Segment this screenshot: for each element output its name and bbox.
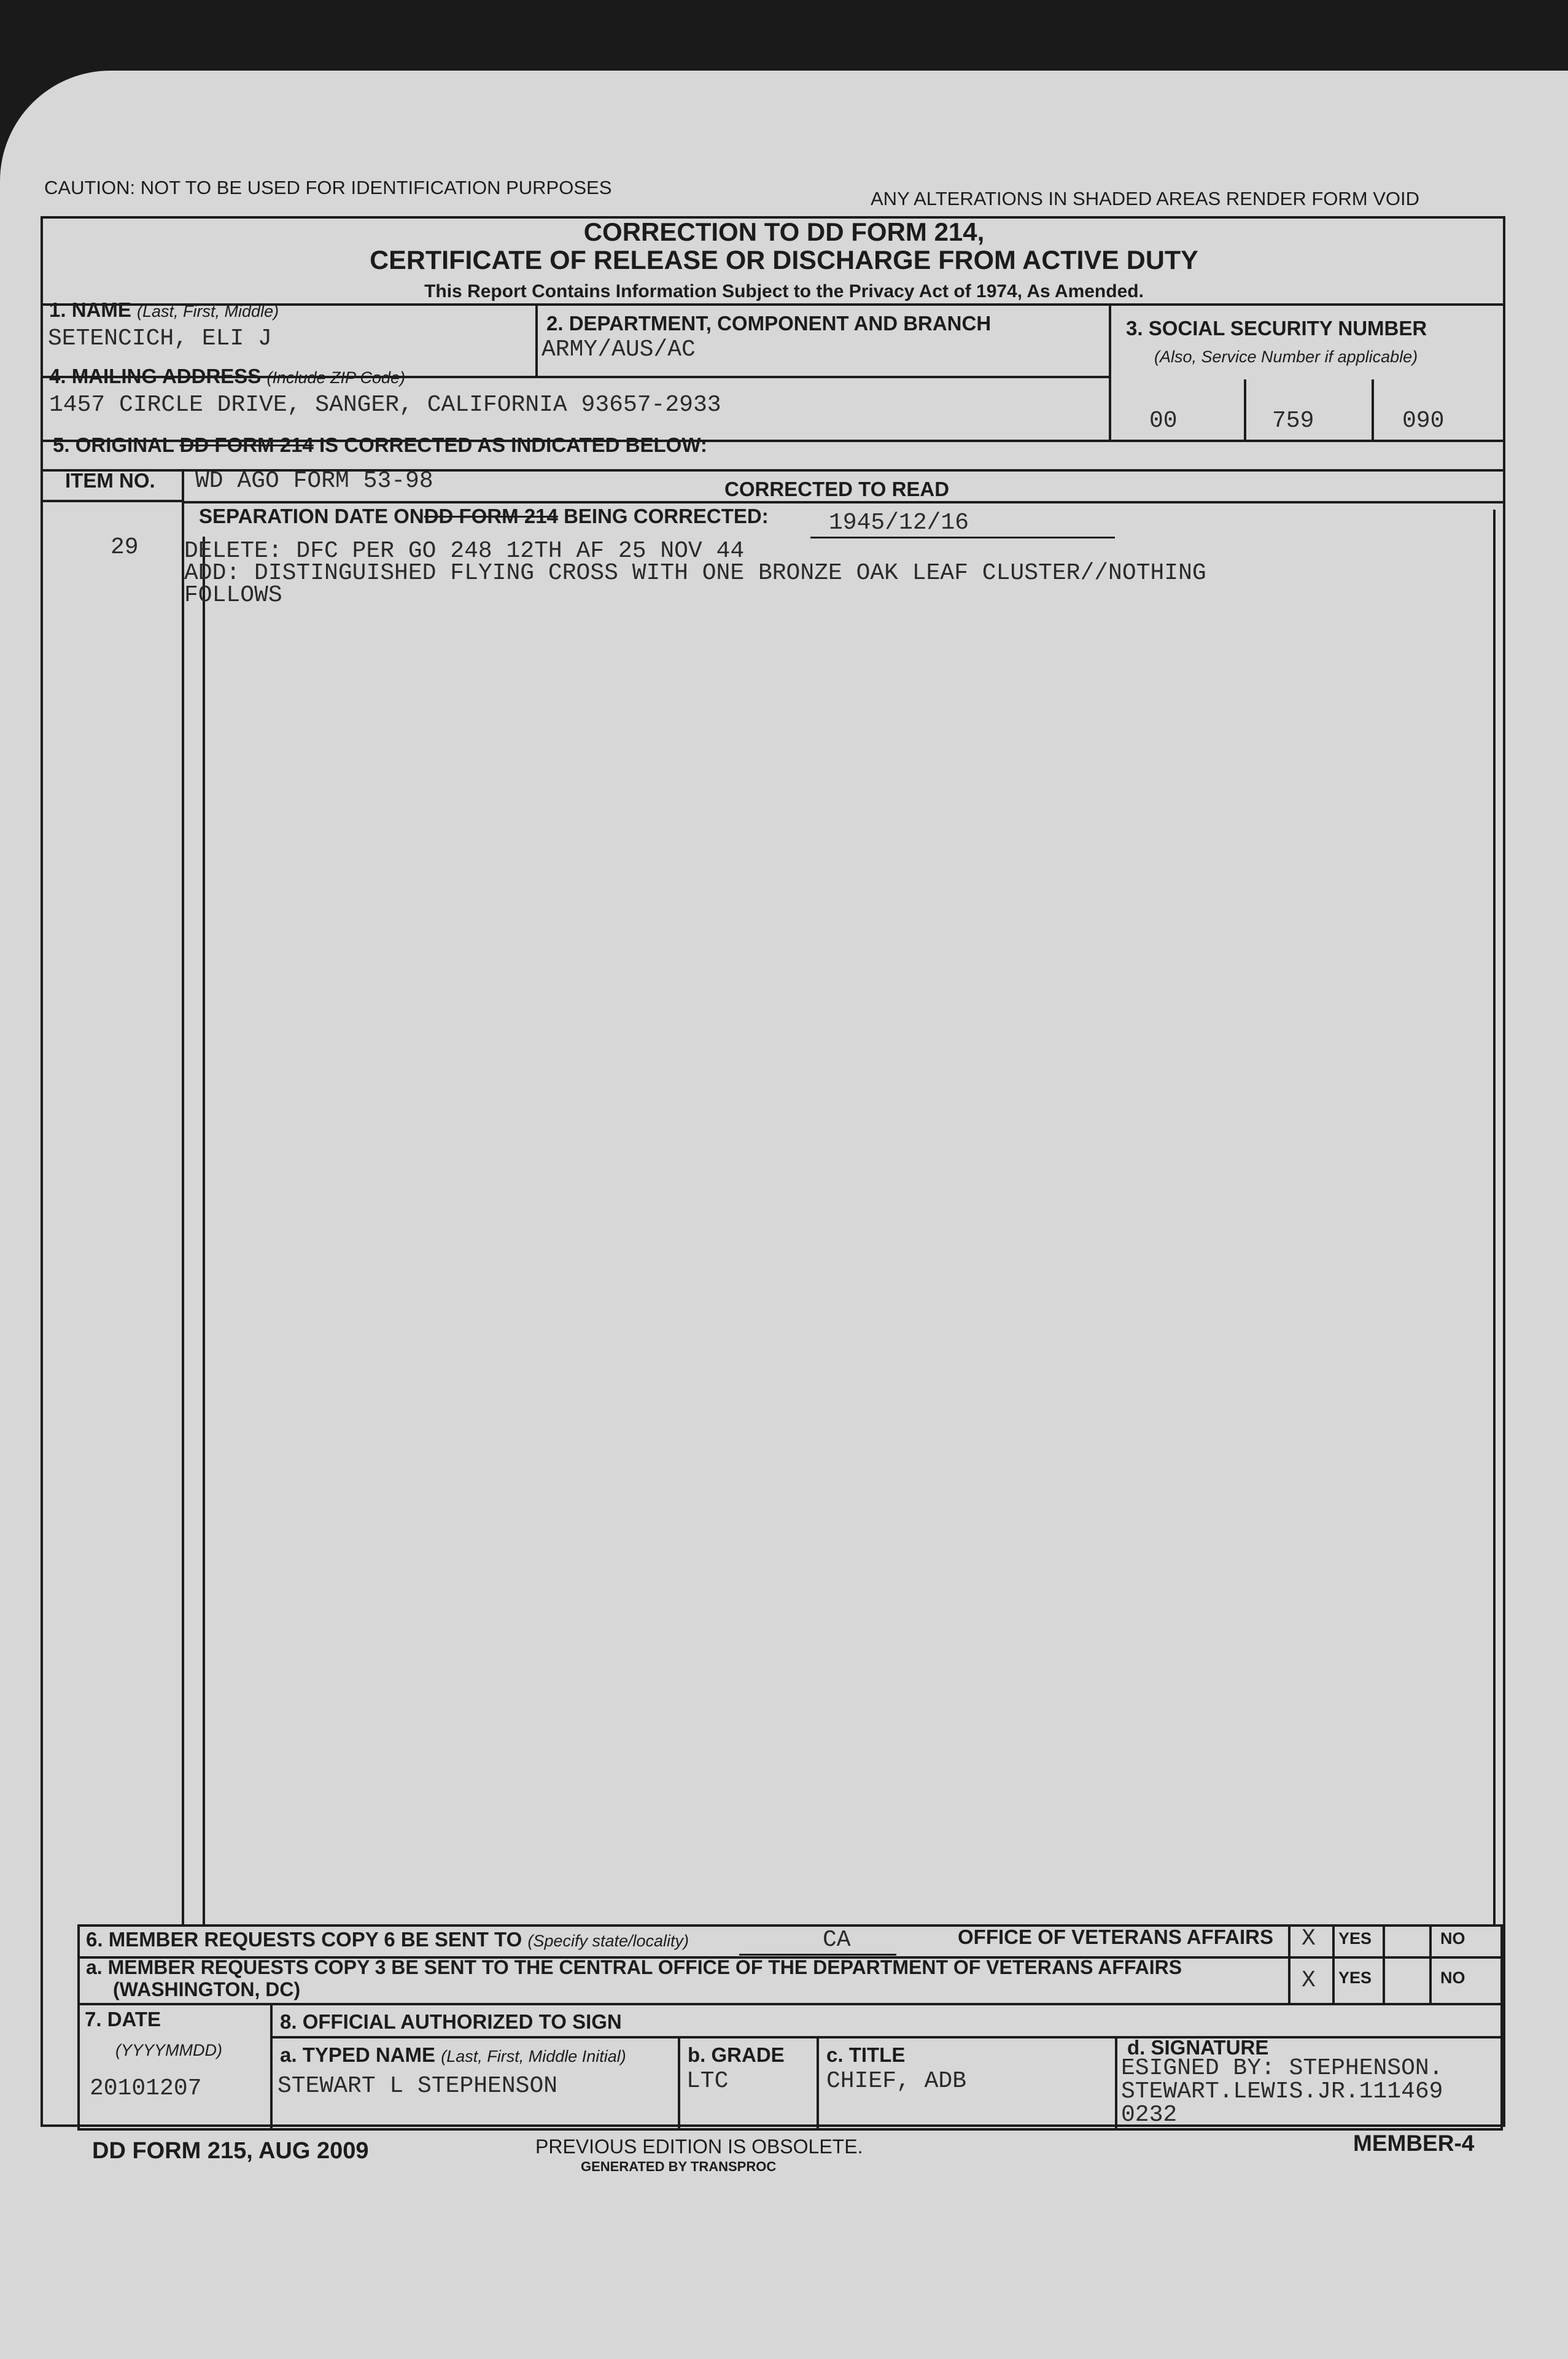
original-form-label: 5. ORIGINAL DD FORM 214 IS CORRECTED AS INDICATED BELOW: xyxy=(53,433,707,456)
ssn-part1: 00 xyxy=(1149,408,1178,434)
obsolete-notice: PREVIOUS EDITION IS OBSOLETE. xyxy=(535,2136,863,2158)
form-reference: WD AGO FORM 53-98 xyxy=(195,468,433,494)
copy6-yes-label: YES xyxy=(1338,1929,1372,1948)
rule xyxy=(1244,379,1246,441)
separation-date-value: 1945/12/16 xyxy=(829,510,969,536)
address-value: 1457 CIRCLE DRIVE, SANGER, CALIFORNIA 93657-2933 xyxy=(49,392,721,418)
rule xyxy=(1493,510,1496,1926)
department-value: ARMY/AUS/AC xyxy=(541,336,696,363)
rule xyxy=(182,469,184,1926)
date-value: 20101207 xyxy=(90,2075,202,2102)
date-format: (YYYYMMDD) xyxy=(115,2041,222,2059)
correction-line: DELETE: DFC PER GO 248 12TH AF 25 NOV 44 xyxy=(184,538,745,564)
department-label: 2. DEPARTMENT, COMPONENT AND BRANCH xyxy=(546,312,992,335)
rule xyxy=(1115,2036,1117,2129)
separation-date-label: SEPARATION DATE ONDD FORM 214 BEING CORRECTED: xyxy=(199,505,769,527)
rule xyxy=(77,2128,1503,2131)
official-label: 8. OFFICIAL AUTHORIZED TO SIGN xyxy=(280,2010,622,2033)
grade-label: b. GRADE xyxy=(688,2043,785,2066)
rule xyxy=(270,2036,1502,2038)
title-value: CHIEF, ADB xyxy=(826,2068,967,2094)
typed-name-label: a. TYPED NAME (Last, First, Middle Initial) xyxy=(280,2043,626,2066)
rule xyxy=(41,500,182,502)
signature-line: STEWART.LEWIS.JR.111469 xyxy=(1121,2078,1443,2105)
grade-value: LTC xyxy=(686,2068,729,2094)
rule xyxy=(817,2036,819,2129)
caution-notice: CAUTION: NOT TO BE USED FOR IDENTIFICATION PURPOSES xyxy=(44,177,612,198)
item-number: 29 xyxy=(111,534,139,561)
copy6-state: CA xyxy=(823,1927,851,1953)
rule xyxy=(1332,1924,1335,2004)
signature-line: 0232 xyxy=(1121,2102,1178,2128)
date-label: 7. DATE xyxy=(85,2008,161,2031)
ssn-part3: 090 xyxy=(1402,408,1445,434)
rule xyxy=(1288,1924,1290,2004)
copy3-yes-mark: X xyxy=(1302,1967,1316,1994)
form-title-line2: CERTIFICATE OF RELEASE OR DISCHARGE FROM ACTIVE DUTY xyxy=(370,246,1198,275)
rule xyxy=(678,2036,680,2129)
alterations-notice: ANY ALTERATIONS IN SHADED AREAS RENDER FORM VOID xyxy=(871,188,1420,209)
correction-line: FOLLOWS xyxy=(184,582,282,608)
item-no-header: ITEM NO. xyxy=(65,469,155,492)
form-number: DD FORM 215, AUG 2009 xyxy=(92,2138,369,2164)
rule xyxy=(77,2003,1502,2005)
typed-name-value: STEWART L STEPHENSON xyxy=(278,2073,558,2099)
address-label: 4. MAILING ADDRESS (Include ZIP Code) xyxy=(49,365,406,387)
rule xyxy=(270,2003,273,2129)
rule xyxy=(203,537,205,1926)
rule xyxy=(810,537,1115,538)
rule xyxy=(1109,303,1111,441)
signature-line: ESIGNED BY: STEPHENSON. xyxy=(1121,2055,1443,2081)
rule xyxy=(77,1924,80,2131)
correction-text xyxy=(184,540,1206,607)
copy6-label: 6. MEMBER REQUESTS COPY 6 BE SENT TO (Specify state/locality) xyxy=(86,1928,689,1951)
signature-value xyxy=(1121,2057,1443,2127)
name-value: SETENCICH, ELI J xyxy=(48,325,272,352)
copy3-yes-label: YES xyxy=(1338,1968,1372,1987)
corrected-to-read-header: CORRECTED TO READ xyxy=(724,478,950,500)
rule xyxy=(1500,1924,1503,2131)
name-label: 1. NAME (Last, First, Middle) xyxy=(49,298,279,321)
copy6-no-label: NO xyxy=(1440,1929,1465,1948)
copy3-label: a. MEMBER REQUESTS COPY 3 BE SENT TO THE CENTRAL OFFICE OF THE DEPARTMENT OF VETERANS AFFAIRS (WASHINGTON, DC) xyxy=(86,1956,1182,2000)
rule xyxy=(1429,1924,1432,2004)
ssn-part2: 759 xyxy=(1272,408,1314,434)
copy3-no-label: NO xyxy=(1440,1968,1465,1987)
ssn-label: 3. SOCIAL SECURITY NUMBER xyxy=(1126,317,1427,340)
privacy-notice: This Report Contains Information Subject to the Privacy Act of 1974, As Amended. xyxy=(424,281,1144,301)
title-label: c. TITLE xyxy=(826,2043,906,2066)
ssn-sublabel: (Also, Service Number if applicable) xyxy=(1154,348,1418,366)
copy-designation: MEMBER-4 xyxy=(1353,2131,1475,2156)
form-title-line1: CORRECTION TO DD FORM 214, xyxy=(583,217,985,246)
rule xyxy=(535,303,538,377)
office-veterans-affairs: OFFICE OF VETERANS AFFAIRS xyxy=(958,1926,1273,1948)
rule xyxy=(739,1954,896,1956)
signature-label: d. SIGNATURE xyxy=(1127,2036,1269,2059)
copy6-yes-mark: X xyxy=(1302,1926,1316,1952)
rule xyxy=(182,501,1505,503)
rule xyxy=(1383,1924,1385,2004)
generated-by: GENERATED BY TRANSPROC xyxy=(581,2159,777,2174)
correction-line: ADD: DISTINGUISHED FLYING CROSS WITH ONE BRONZE OAK LEAF CLUSTER//NOTHING xyxy=(184,560,1206,586)
rule xyxy=(1372,379,1374,441)
